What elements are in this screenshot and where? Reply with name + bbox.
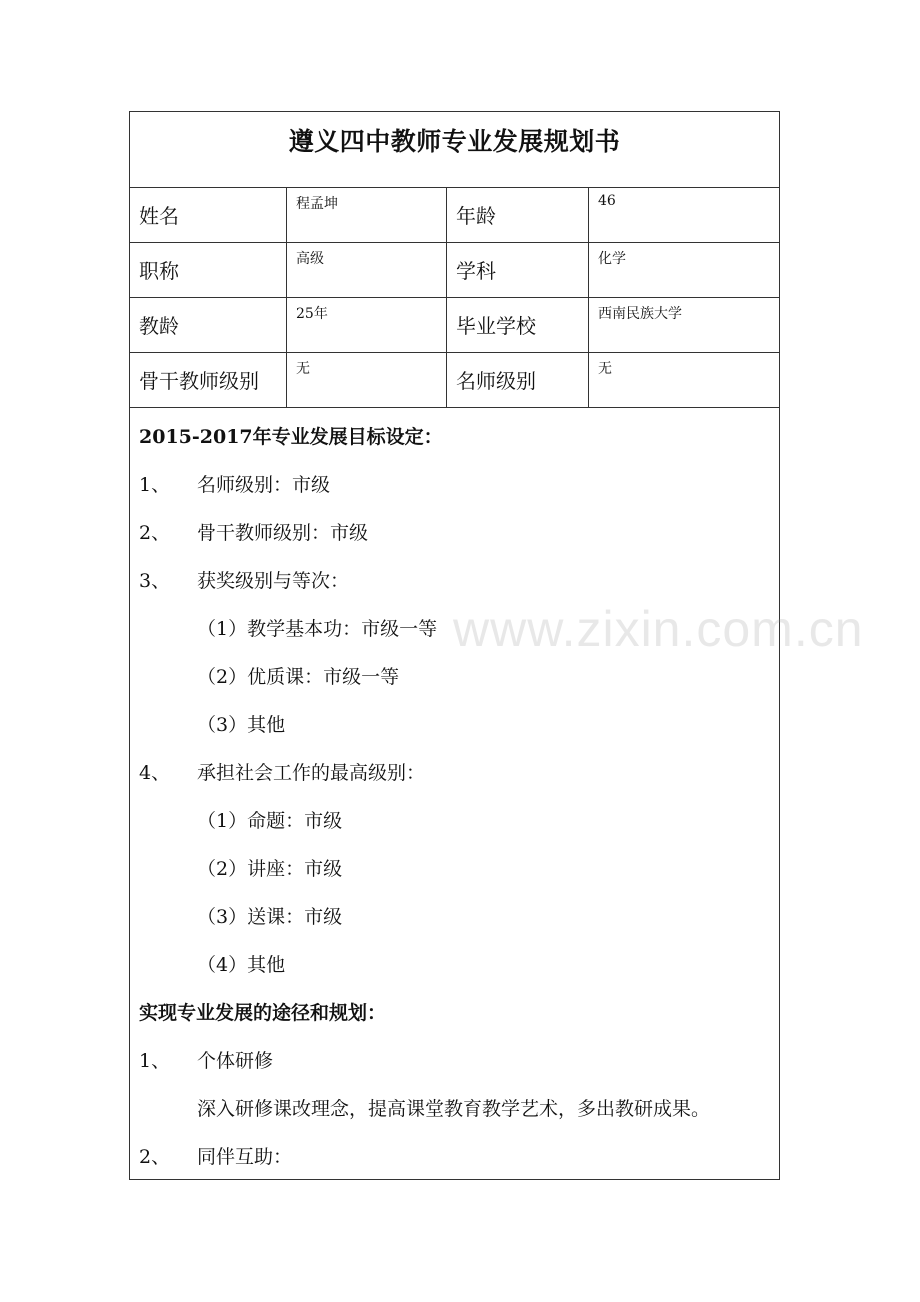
value-cell	[589, 243, 779, 297]
label-cell	[447, 243, 589, 297]
value-famous-teacher-level: 无	[598, 361, 612, 377]
label-backbone-level: 骨干教师级别	[139, 369, 259, 393]
goal-item	[130, 518, 779, 544]
value-name: 程孟坤	[296, 196, 338, 212]
value-age: 46	[598, 193, 616, 209]
list-number: 2、	[139, 1146, 171, 1168]
label-cell	[447, 298, 589, 352]
paragraph-text: 深入研修课改理念，提高课堂教育教学艺术，多出教研成果。	[197, 1098, 711, 1120]
value-subject: 化学	[598, 251, 626, 267]
info-row-title-subject	[130, 243, 779, 298]
goal-item	[130, 566, 779, 592]
value-title: 高级	[296, 251, 324, 267]
list-text: 承担社会工作的最高级别：	[197, 762, 426, 784]
plan-item	[130, 1046, 779, 1072]
sub-item-text: （3）送课：市级	[197, 906, 343, 928]
label-cell	[447, 188, 589, 242]
sub-item-text: （2）优质课：市级一等	[197, 666, 400, 688]
label-cell	[447, 353, 589, 407]
list-number: 3、	[139, 570, 171, 592]
value-cell	[287, 298, 447, 352]
value-cell	[589, 298, 779, 352]
info-row-years-school	[130, 298, 779, 353]
value-graduate-school: 西南民族大学	[598, 306, 682, 322]
list-text: 名师级别：市级	[197, 474, 331, 496]
list-number: 4、	[139, 762, 171, 784]
label-cell	[130, 243, 287, 297]
value-cell	[589, 353, 779, 407]
label-cell	[130, 188, 287, 242]
value-cell	[589, 188, 779, 242]
watermark-text: www.zixin.com.cn	[453, 601, 864, 657]
label-subject: 学科	[456, 259, 496, 283]
sub-item	[130, 710, 779, 736]
label-age: 年龄	[456, 204, 496, 228]
value-cell	[287, 188, 447, 242]
sub-item	[130, 854, 779, 880]
value-cell	[287, 243, 447, 297]
sub-item-text: （2）讲座：市级	[197, 858, 343, 880]
document-title: 遵义四中教师专业发展规划书	[288, 127, 621, 156]
sub-item	[130, 950, 779, 976]
sub-item-text: （1）教学基本功：市级一等	[197, 618, 438, 640]
value-backbone-level: 无	[296, 361, 310, 377]
sub-item-text: （4）其他	[197, 954, 286, 976]
goals-heading: 2015-2017年专业发展目标设定：	[139, 426, 443, 448]
label-cell	[130, 298, 287, 352]
value-teaching-years: 25年	[296, 306, 328, 322]
label-cell	[130, 353, 287, 407]
sub-item-text: （1）命题：市级	[197, 810, 343, 832]
title-row	[130, 112, 779, 188]
label-graduate-school: 毕业学校	[456, 314, 536, 338]
list-text: 同伴互助：	[197, 1146, 293, 1168]
plan-item	[130, 1142, 779, 1168]
list-text: 个体研修	[197, 1050, 274, 1072]
sub-item	[130, 902, 779, 928]
plan-heading: 实现专业发展的途径和规划：	[139, 1002, 387, 1024]
sub-item	[130, 662, 779, 688]
goal-item	[130, 470, 779, 496]
list-number: 1、	[139, 474, 171, 496]
plan-paragraph	[130, 1094, 779, 1120]
list-text: 骨干教师级别：市级	[197, 522, 369, 544]
info-row-name-age	[130, 188, 779, 243]
sub-item-text: （3）其他	[197, 714, 286, 736]
info-row-levels	[130, 353, 779, 408]
value-cell	[287, 353, 447, 407]
list-number: 1、	[139, 1050, 171, 1072]
list-number: 2、	[139, 522, 171, 544]
list-text: 获奖级别与等次：	[197, 570, 350, 592]
label-teaching-years: 教龄	[139, 314, 179, 338]
label-famous-teacher-level: 名师级别	[456, 369, 536, 393]
sub-item	[130, 806, 779, 832]
goal-item	[130, 758, 779, 784]
label-title: 职称	[139, 259, 179, 283]
label-name: 姓名	[139, 204, 179, 228]
